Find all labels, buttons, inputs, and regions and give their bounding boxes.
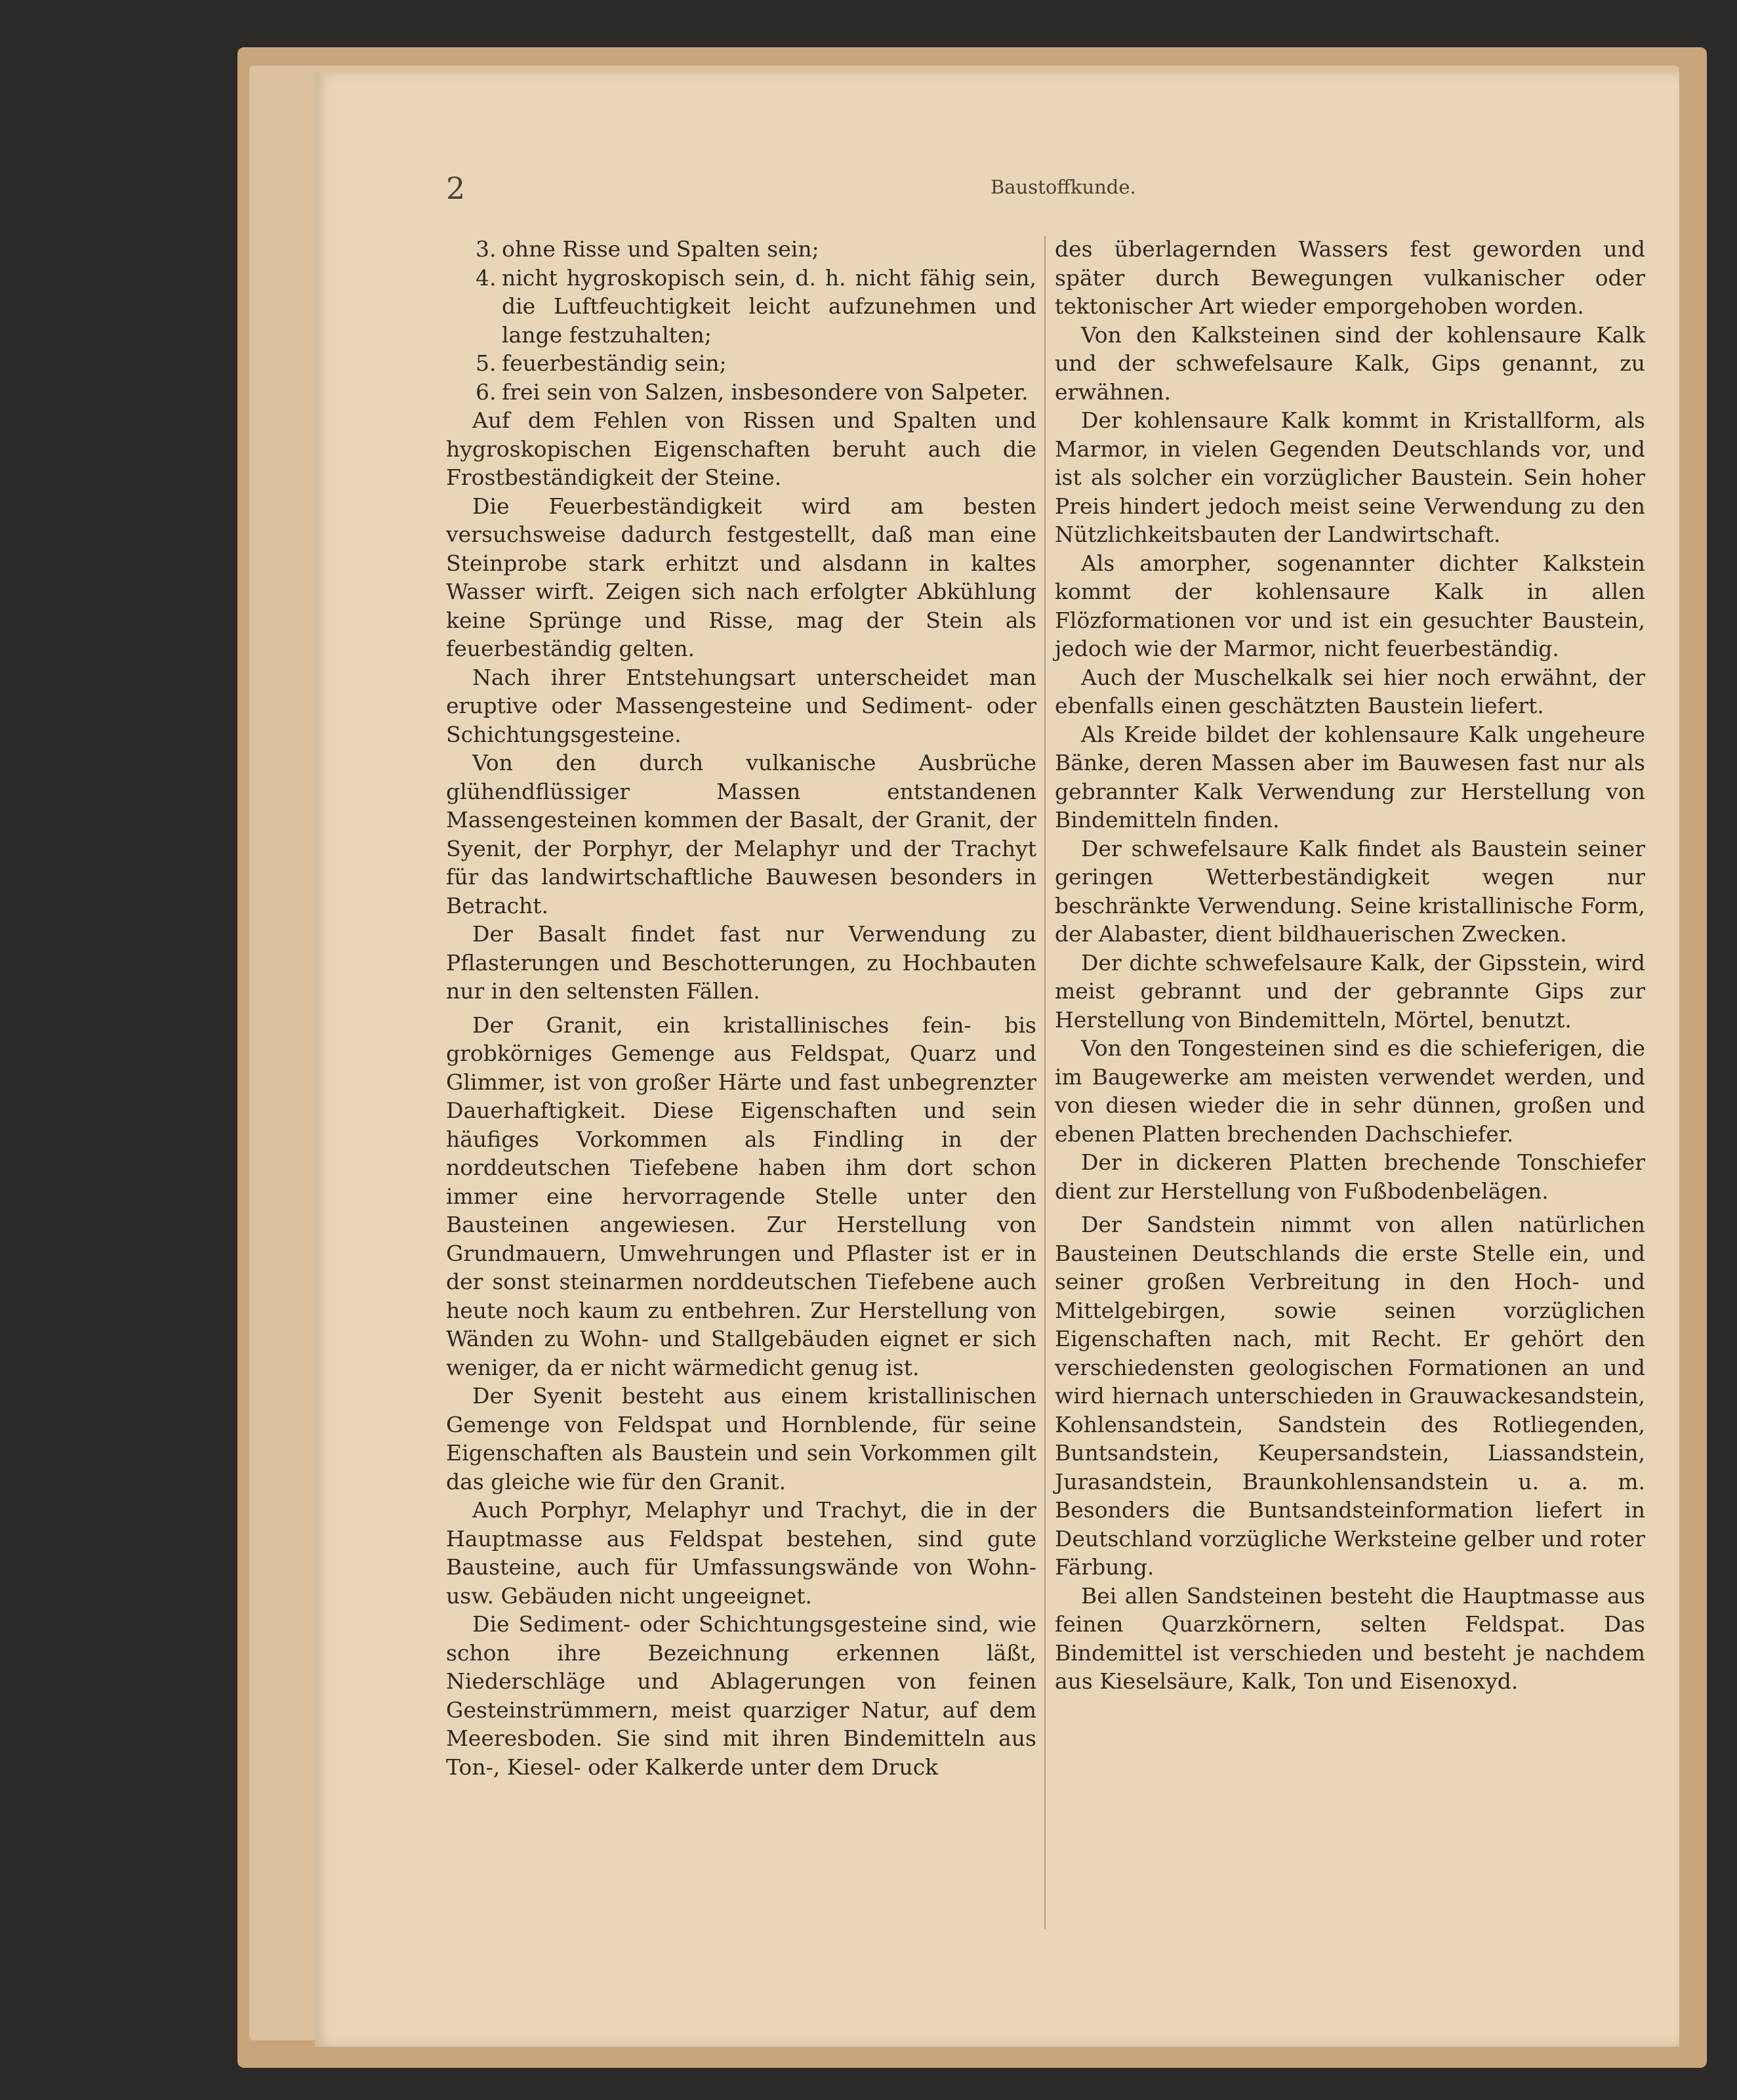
paragraph: Der kohlensaure Kalk kommt in Kristallform, als Marmor, in vielen Gegenden Deutschlands vor, und ist als solcher ein vorzüglicher Baustein. Sein hoher Preis hindert jedoch meist seine Verwendung zu den Nützlichkeitsbauten der Landwirtschaft. bbox=[1055, 407, 1645, 547]
running-title: Baustoffkunde. bbox=[991, 176, 1136, 198]
paragraph: Auch der Muschelkalk sei hier noch erwähnt, der ebenfalls einen geschätzten Baustein liefert. bbox=[1055, 664, 1645, 718]
right-column bbox=[1055, 235, 1645, 1696]
paragraph: Von den Tongesteinen sind es die schieferigen, die im Baugewerke am meisten verwendet werden, und von diesen wieder die in sehr dünnen, großen und ebenen Platten brechenden Dachschiefer. bbox=[1055, 1035, 1645, 1147]
list-item: 4. nicht hygroskopisch sein, d. h. nicht fähig sein, die Luftfeuchtigkeit leicht aufzunehmen und lange festzuhalten; bbox=[476, 264, 1036, 348]
page-header bbox=[315, 171, 1679, 210]
left-column bbox=[446, 235, 1036, 1781]
list-item: 3. ohne Risse und Spalten sein; bbox=[476, 236, 819, 262]
paragraph: Als Kreide bildet der kohlensaure Kalk ungeheure Bänke, deren Massen aber im Bauwesen fast nur als gebrannter Kalk Verwendung zur Herstellung von Bindemitteln finden. bbox=[1055, 721, 1645, 833]
paragraph: Die Sediment- oder Schichtungsgesteine sind, wie schon ihre Bezeichnung erkennen läßt, Niederschläge und Ablagerungen von feinen Gesteinstrümmern, meist quarziger Natur, auf dem Meeresboden. Sie sind mit ihren Bindemitteln aus Ton-, Kiesel- oder Kalkerde unter dem Druck bbox=[446, 1611, 1036, 1780]
paragraph: Der Granit, ein kristallinisches fein- bis grobkörniges Gemenge aus Feldspat, Quarz und Glimmer, ist von großer Härte und fast unbegrenzter Dauerhaftigkeit. Diese Eigenschaften und sein häufiges Vorkommen als Findling in der norddeutschen Tiefebene haben ihm dort schon immer eine hervorragende Stelle unter den Bausteinen angewiesen. Zur Herstellung von Grundmauern, Umwehrungen und Pflaster ist er in der sonst steinarmen norddeutschen Tiefebene auch heute noch kaum zu entbehren. Zur Herstellung von Wänden zu Wohn- und Stallgebäuden eignet er sich weniger, da er nicht wärmedicht genug ist. bbox=[446, 1012, 1036, 1380]
book-page bbox=[315, 72, 1679, 2047]
paragraph: Der Sandstein nimmt von allen natürlichen Bausteinen Deutschlands die erste Stelle ein, und seiner großen Verbreitung in den Hoch- und Mittelgebirgen, sowie seinen vorzüglichen Eigenschaften nach, mit Recht. Er gehört den verschiedensten geologischen Formationen an und wird hiernach unterschieden in Grauwackesandstein, Kohlensandstein, Sandstein des Rotliegenden, Buntsandstein, Keupersandstein, Liassandstein, Jurasandstein, Braunkohlensandstein u. a. m. Besonders die Buntsandsteinformation liefert in Deutschland vorzügliche Werksteine gelber und roter Färbung. bbox=[1055, 1212, 1645, 1580]
list-item: 6. frei sein von Salzen, insbesondere von Salpeter. bbox=[476, 379, 1029, 405]
paragraph: Von den Kalksteinen sind der kohlensaure Kalk und der schwefelsaure Kalk, Gips genannt, zu erwähnen. bbox=[1055, 321, 1645, 405]
column-divider bbox=[1044, 236, 1046, 1929]
paragraph: Der in dickeren Platten brechende Tonschiefer dient zur Herstellung von Fußbodenbelägen. bbox=[1055, 1149, 1645, 1204]
paragraph: Auf dem Fehlen von Rissen und Spalten und hygroskopischen Eigenschaften beruht auch die Frostbeständigkeit der Steine. bbox=[446, 407, 1036, 490]
list-item: 5. feuerbeständig sein; bbox=[476, 350, 727, 376]
paragraph: Der schwefelsaure Kalk findet als Baustein seiner geringen Wetterbeständigkeit wegen nur beschränkte Verwendung. Seine kristallinische Form, der Alabaster, dient bildhauerischen Zwecken. bbox=[1055, 835, 1645, 947]
paragraph: Bei allen Sandsteinen besteht die Hauptmasse aus feinen Quarzkörnern, selten Feldspat. Das Bindemittel ist verschieden und besteht je nachdem aus Kieselsäure, Kalk, Ton und Eisenoxyd. bbox=[1055, 1582, 1645, 1694]
page-number: 2 bbox=[446, 171, 466, 206]
paragraph: Von den durch vulkanische Ausbrüche glühendflüssiger Massen entstandenen Massengesteinen kommen der Basalt, der Granit, der Syenit, der Porphyr, der Melaphyr und der Trachyt für das landwirtschaftliche Bauwesen besonders in Betracht. bbox=[446, 750, 1036, 918]
paragraph: Die Feuerbeständigkeit wird am besten versuchsweise dadurch festgestellt, daß man eine Steinprobe stark erhitzt und alsdann in kaltes Wasser wirft. Zeigen sich nach erfolgter Abkühlung keine Sprünge und Risse, mag der Stein als feuerbeständig gelten. bbox=[446, 493, 1036, 661]
paragraph: Auch Porphyr, Melaphyr und Trachyt, die in der Hauptmasse aus Feldspat bestehen, sind gute Bausteine, auch für Umfassungswände von Wohn- usw. Gebäuden nicht ungeeignet. bbox=[446, 1497, 1036, 1609]
paragraph: des überlagernden Wassers fest geworden und später durch Bewegungen vulkanischer oder tektonischer Art wieder emporgehoben worden. bbox=[1055, 236, 1645, 319]
paragraph: Nach ihrer Entstehungsart unterscheidet man eruptive oder Massengesteine und Sediment- oder Schichtungsgesteine. bbox=[446, 664, 1036, 747]
paragraph: Der dichte schwefelsaure Kalk, der Gipsstein, wird meist gebrannt und der gebrannte Gips zur Herstellung von Bindemitteln, Mörtel, benutzt. bbox=[1055, 949, 1645, 1033]
paragraph: Als amorpher, sogenannter dichter Kalkstein kommt der kohlensaure Kalk in allen Flözformationen vor und ist ein gesuchter Baustein, jedoch wie der Marmor, nicht feuerbeständig. bbox=[1055, 550, 1645, 661]
paragraph: Der Basalt findet fast nur Verwendung zu Pflasterungen und Beschotterungen, zu Hochbauten nur in den seltensten Fällen. bbox=[446, 921, 1036, 1004]
paragraph: Der Syenit besteht aus einem kristallinischen Gemenge von Feldspat und Hornblende, für seine Eigenschaften als Baustein und sein Vorkommen gilt das gleiche wie für den Granit. bbox=[446, 1383, 1036, 1494]
